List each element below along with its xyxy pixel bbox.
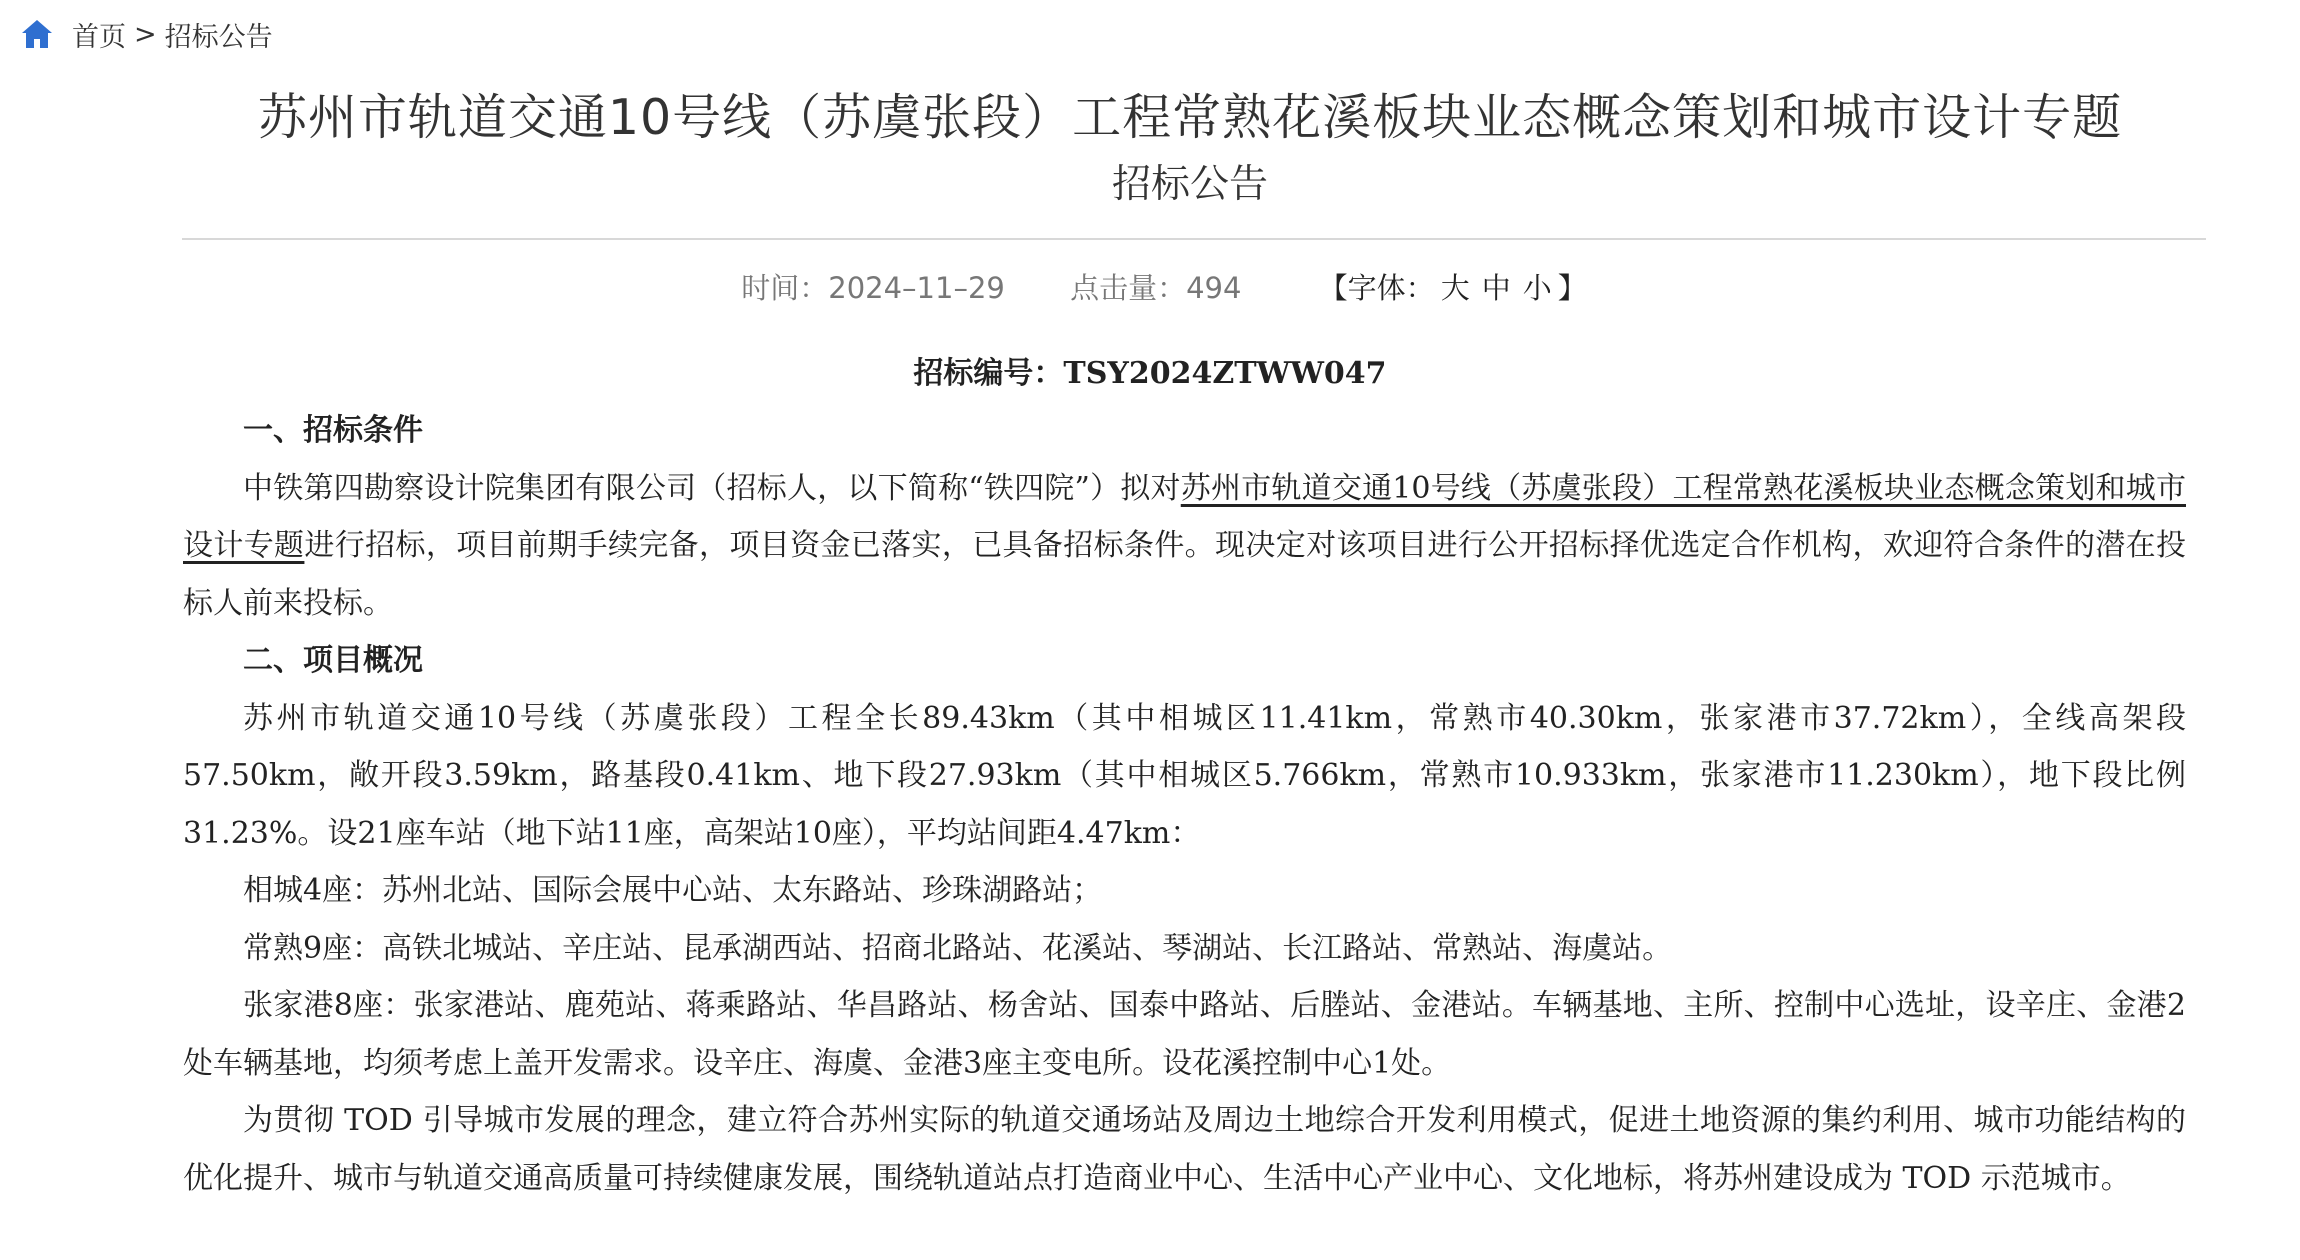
- title-divider: [182, 238, 2206, 240]
- publish-time: [741, 266, 1005, 307]
- article-title: 苏州市轨道交通10号线（苏虞张段）工程常熟花溪板块业态概念策划和城市设计专题: [257, 89, 2123, 146]
- paragraph-tod: 为贯彻 TOD 引导城市发展的理念，建立符合苏州实际的轨道交通场站及周边土地综合开发利用模式，促进土地资源的集约利用、城市功能结构的优化提升、城市与轨道交通高质量可持续健康发展，围绕轨道站点打造商业中心、生活中心产业中心、文化地标，将苏州建设成为 TOD 示范城市。: [183, 1103, 2186, 1196]
- home-icon[interactable]: [20, 17, 54, 51]
- article-body: [183, 402, 2186, 1207]
- paragraph-conditions: [183, 460, 2186, 633]
- click-count-value: 494: [1186, 271, 1242, 305]
- font-size-medium-button[interactable]: 中: [1481, 271, 1511, 305]
- paragraph-conditions-rest: 进行招标，项目前期手续完备，项目资金已落实，已具备招标条件。现决定对该项目进行公开招标择优选定合作机构，欢迎符合条件的潜在投标人前来投标。: [183, 528, 2187, 621]
- publish-time-value: 2024–11–29: [828, 271, 1005, 305]
- breadcrumb-separator: >: [134, 18, 157, 50]
- breadcrumb-home-link[interactable]: 首页: [72, 21, 126, 53]
- breadcrumb: [20, 14, 273, 54]
- font-size-open: 【字体：: [1318, 271, 1435, 305]
- section-heading-conditions: 一、招标条件: [243, 413, 423, 448]
- article-subtitle: 招标公告: [1111, 162, 1268, 207]
- article-title-block: [180, 86, 2200, 210]
- paragraph-stations-xiangcheng: 相城4座：苏州北站、国际会展中心站、太东路站、珍珠湖路站；: [243, 873, 1103, 908]
- font-size-control: [1319, 266, 1587, 307]
- breadcrumb-current-link[interactable]: 招标公告: [164, 21, 273, 53]
- click-count: [1070, 266, 1241, 307]
- font-size-close: 】: [1557, 271, 1587, 305]
- paragraph-stations-changshu: 常熟9座：高铁北城站、辛庄站、昆承湖西站、招商北路站、花溪站、琴湖站、长江路站、常熟站、海虞站。: [243, 930, 1673, 966]
- paragraph-conditions-intro: 中铁第四勘察设计院集团有限公司（招标人，以下简称“铁四院”）拟对: [243, 470, 1181, 506]
- font-size-large-button[interactable]: 大: [1440, 271, 1470, 305]
- font-size-small-button[interactable]: 小: [1522, 271, 1552, 305]
- section-heading-overview: 二、项目概况: [243, 643, 423, 678]
- bid-number: 招标编号：TSY2024ZTWW047: [913, 356, 1387, 391]
- article-meta: [0, 266, 2300, 307]
- click-count-label: 点击量：: [1070, 271, 1187, 305]
- paragraph-stations-zhangjiagang: 张家港8座：张家港站、鹿苑站、蒋乘路站、华昌路站、杨舍站、国泰中路站、后塍站、金港站。车辆基地、主所、控制中心选址，设辛庄、金港2处车辆基地，均须考虑上盖开发需求。设辛庄、海虞、金港3座主变电所。设花溪控制中心1处。: [183, 988, 2186, 1081]
- paragraph-overview-length: 苏州市轨道交通10号线（苏虞张段）工程全长89.43km（其中相城区11.41km，常熟市40.30km，张家港市37.72km），全线高架段57.50km，敞开段3.59km，路基段0.41km、地下段27.93km（其中相城区5.766km，常熟市10.933km，张家港市11.230km），地下段比例31.23%。设21座车站（地下站11座，高架站10座），平均站间距4.47km：: [183, 700, 2186, 851]
- publish-time-label: 时间：: [741, 271, 829, 305]
- project-name-underlined: 苏州市轨道交通10号线（苏虞张段）工程常熟花溪板块业态概念策划和城市设计专题: [183, 470, 2186, 563]
